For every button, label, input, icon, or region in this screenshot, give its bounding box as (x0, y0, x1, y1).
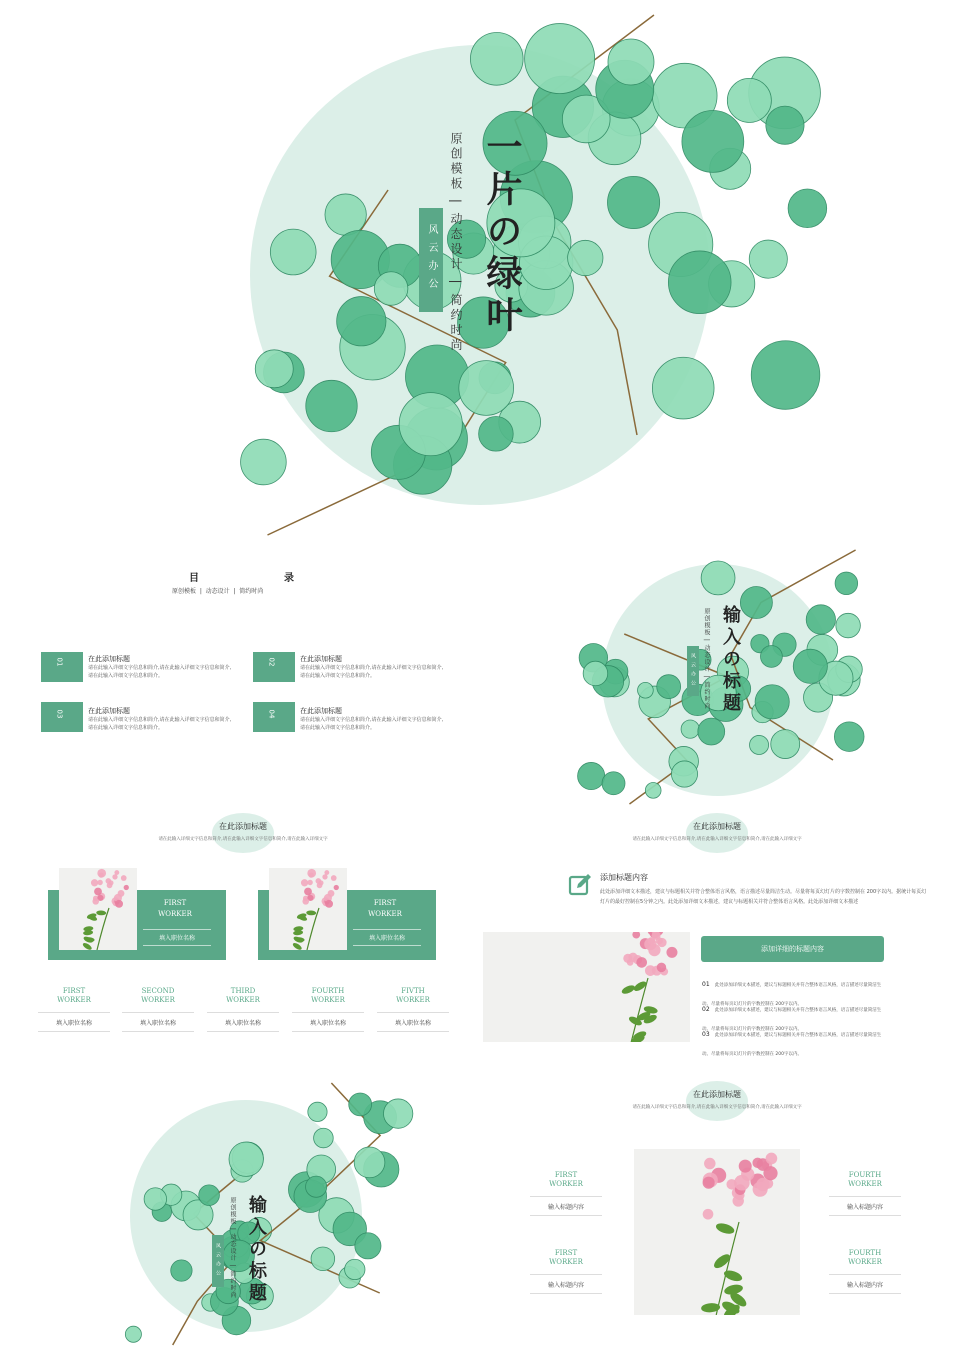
detail-block-desc: 此处添加详细文本描述，建议与标题相关并符合整体语言风格，语言描述尽量简洁生动。尽量将每页幻灯片的字数控制在 200字以内。据统计每页幻灯片的最好控制在5分钟之内。此处添加详细文本描述，建议与标题相关并符合整体语言风格。此处添加详细文本描述 (600, 889, 927, 905)
detail-slide (480, 805, 960, 1057)
toc-num-box-2 (253, 652, 295, 682)
detail-point-3-text: 此处添加详细文本描述，建议与标题相关并符合整体语言风格，语言描述尽量简洁生动。尽量将每页幻灯片的字数控制在 200字以内。 (702, 1033, 882, 1057)
final-right-1-text: 输入标题内容 (829, 1196, 901, 1216)
toc-num-4: 04 (267, 709, 276, 719)
toc-num-3: 03 (55, 709, 64, 719)
cover-slide (0, 0, 960, 545)
final-heading-title: 在此添加标题 (693, 1090, 741, 1099)
worker-4-position: 填入职位名称 (292, 1012, 364, 1032)
worker-1-position: 填入职位名称 (38, 1012, 110, 1032)
team-card-2-position: 填入职位名称 (353, 929, 421, 946)
worker-3-position: 填入职位名称 (207, 1012, 279, 1032)
team-heading-title: 在此添加标题 (219, 822, 267, 831)
toc-item-title-2[interactable]: 在此添加标题 (300, 655, 342, 663)
worker-5[interactable] (377, 987, 449, 1032)
section-a-tag: 风云办公 (687, 646, 699, 696)
section-a-slide (480, 550, 960, 805)
detail-photo (483, 932, 690, 1042)
final-left-1-text: 输入标题内容 (530, 1196, 602, 1216)
worker-1-role-1: FIRST (62, 987, 86, 995)
team-heading-subtitle: 请在此输入详细文字信息和简介,请在此输入详细文字信息和简介,请在此输入详细文字 (158, 837, 328, 842)
worker-3-role-2: WORKER (226, 996, 260, 1005)
toc-slide (0, 550, 480, 800)
detail-heading (480, 821, 954, 842)
final-heading-subtitle: 请在此输入详细文字信息和简介,请在此输入详细文字信息和简介,请在此输入详细文字 (632, 1105, 802, 1110)
section-a-subtitle: 原创模板 | 动态设计 | 简约时尚 (703, 608, 710, 710)
cover-tag: 风云办公 (419, 208, 443, 312)
toc-item-title-1[interactable]: 在此添加标题 (88, 655, 130, 663)
toc-num-2: 02 (267, 657, 276, 667)
final-left-2-role-2: WORKER (549, 1258, 583, 1267)
team-heading (0, 821, 486, 842)
flower-icon (269, 868, 347, 950)
worker-3-role-1: THIRD (230, 987, 256, 995)
toc-item-desc-3: 请在此输入详细文字信息和简介,请在此输入详细文字信息和简介,请在此输入详细文字信息和简介。 (88, 717, 232, 731)
detail-point-3 (702, 1021, 887, 1059)
detail-heading-subtitle: 请在此输入详细文字信息和简介,请在此输入详细文字信息和简介,请在此输入详细文字 (632, 837, 802, 842)
detail-point-2-text: 此处添加详细文本描述，建议与标题相关并符合整体语言风格，语言描述尽量简洁生动。尽量将每页幻灯片的字数控制在 200字以内。 (702, 1008, 882, 1032)
toc-num-1: 01 (55, 657, 64, 667)
final-photo (634, 1149, 800, 1315)
final-right-2-role-2: WORKER (848, 1258, 882, 1267)
final-left-1[interactable] (530, 1171, 602, 1216)
toc-num-box-1 (41, 652, 83, 682)
section-b-title: 输入の标题 (246, 1195, 267, 1305)
final-right-2-role-1: FOURTH (848, 1249, 882, 1257)
section-b-tag: 风云办公 (212, 1235, 224, 1287)
worker-3[interactable] (207, 987, 279, 1032)
worker-4-role-2: WORKER (311, 996, 345, 1005)
final-left-2-role-1: FIRST (554, 1249, 578, 1257)
worker-4-role-1: FOURTH (311, 987, 345, 995)
worker-2-role-1: SECOND (141, 987, 175, 995)
final-right-1-role-1: FOURTH (848, 1171, 882, 1179)
toc-title-left: 目 (189, 573, 199, 584)
final-left-1-role-1: FIRST (554, 1171, 578, 1179)
section-a-title: 输入の标题 (720, 605, 741, 715)
worker-5-role-2: WORKER (396, 996, 430, 1005)
team-card-2-role: FIRST WORKER (368, 899, 402, 918)
final-heading (480, 1089, 954, 1110)
detail-bar[interactable]: 添加详细的标题内容 (701, 936, 884, 962)
final-slide (480, 1055, 960, 1352)
final-heading-blob (686, 1081, 748, 1121)
toc-item-desc-2: 请在此输入详细文字信息和简介,请在此输入详细文字信息和简介,请在此输入详细文字信息和简介。 (300, 665, 444, 679)
final-right-2-text: 输入标题内容 (829, 1274, 901, 1294)
team-card-2-photo (269, 868, 347, 950)
toc-subtitle: 原创模板 | 动态设计 | 简约时尚 (172, 588, 264, 595)
flower-icon (59, 868, 137, 950)
team-slide (0, 805, 480, 1050)
final-right-1-role-2: WORKER (848, 1180, 882, 1189)
detail-point-3-num: 03 (702, 1031, 710, 1038)
toc-item-desc-4: 请在此输入详细文字信息和简介,请在此输入详细文字信息和简介,请在此输入详细文字信息和简介。 (300, 717, 444, 731)
final-left-2[interactable] (530, 1249, 602, 1294)
team-heading-blob (212, 813, 274, 853)
detail-point-1-num: 01 (702, 981, 710, 988)
cover-title: 一片の绿叶 (481, 128, 522, 338)
toc-item-desc-1: 请在此输入详细文字信息和简介,请在此输入详细文字信息和简介,请在此输入详细文字信息和简介。 (88, 665, 232, 679)
edit-icon (568, 873, 592, 897)
detail-block-heading: 添加标题内容 (600, 873, 648, 882)
team-card-1-position: 填入职位名称 (143, 929, 211, 946)
worker-2-position: 填入职位名称 (122, 1012, 194, 1032)
section-b-subtitle: 原创模板 | 动态设计 | 简约时尚 (229, 1197, 236, 1299)
detail-heading-title: 在此添加标题 (693, 822, 741, 831)
flower-icon (634, 1149, 800, 1315)
section-b-slide (0, 1055, 480, 1352)
worker-1-role-2: WORKER (57, 996, 91, 1005)
team-card-1-photo (59, 868, 137, 950)
team-card-1-role: FIRST WORKER (158, 899, 192, 918)
worker-5-role-1: FIVTH (401, 987, 425, 995)
worker-4[interactable] (292, 987, 364, 1032)
toc-title-right: 录 (284, 573, 294, 584)
detail-point-1-text: 此处添加详细文本描述，建议与标题相关并符合整体语言风格，语言描述尽量简洁生动。尽量将每页幻灯片的字数控制在 200字以内。 (702, 983, 882, 1007)
toc-item-title-4[interactable]: 在此添加标题 (300, 707, 342, 715)
final-left-1-role-2: WORKER (549, 1180, 583, 1189)
cover-subtitle: 原创模板 | 动态设计 | 简约时尚 (449, 132, 463, 354)
flower-icon (483, 932, 690, 1042)
detail-heading-blob (686, 813, 748, 853)
final-right-2[interactable] (829, 1249, 901, 1294)
worker-2-role-2: WORKER (141, 996, 175, 1005)
worker-1[interactable] (38, 987, 110, 1032)
toc-item-title-3[interactable]: 在此添加标题 (88, 707, 130, 715)
worker-5-position: 填入职位名称 (377, 1012, 449, 1032)
worker-2[interactable] (122, 987, 194, 1032)
final-right-1[interactable] (829, 1171, 901, 1216)
final-left-2-text: 输入标题内容 (530, 1274, 602, 1294)
detail-point-2-num: 02 (702, 1006, 710, 1013)
